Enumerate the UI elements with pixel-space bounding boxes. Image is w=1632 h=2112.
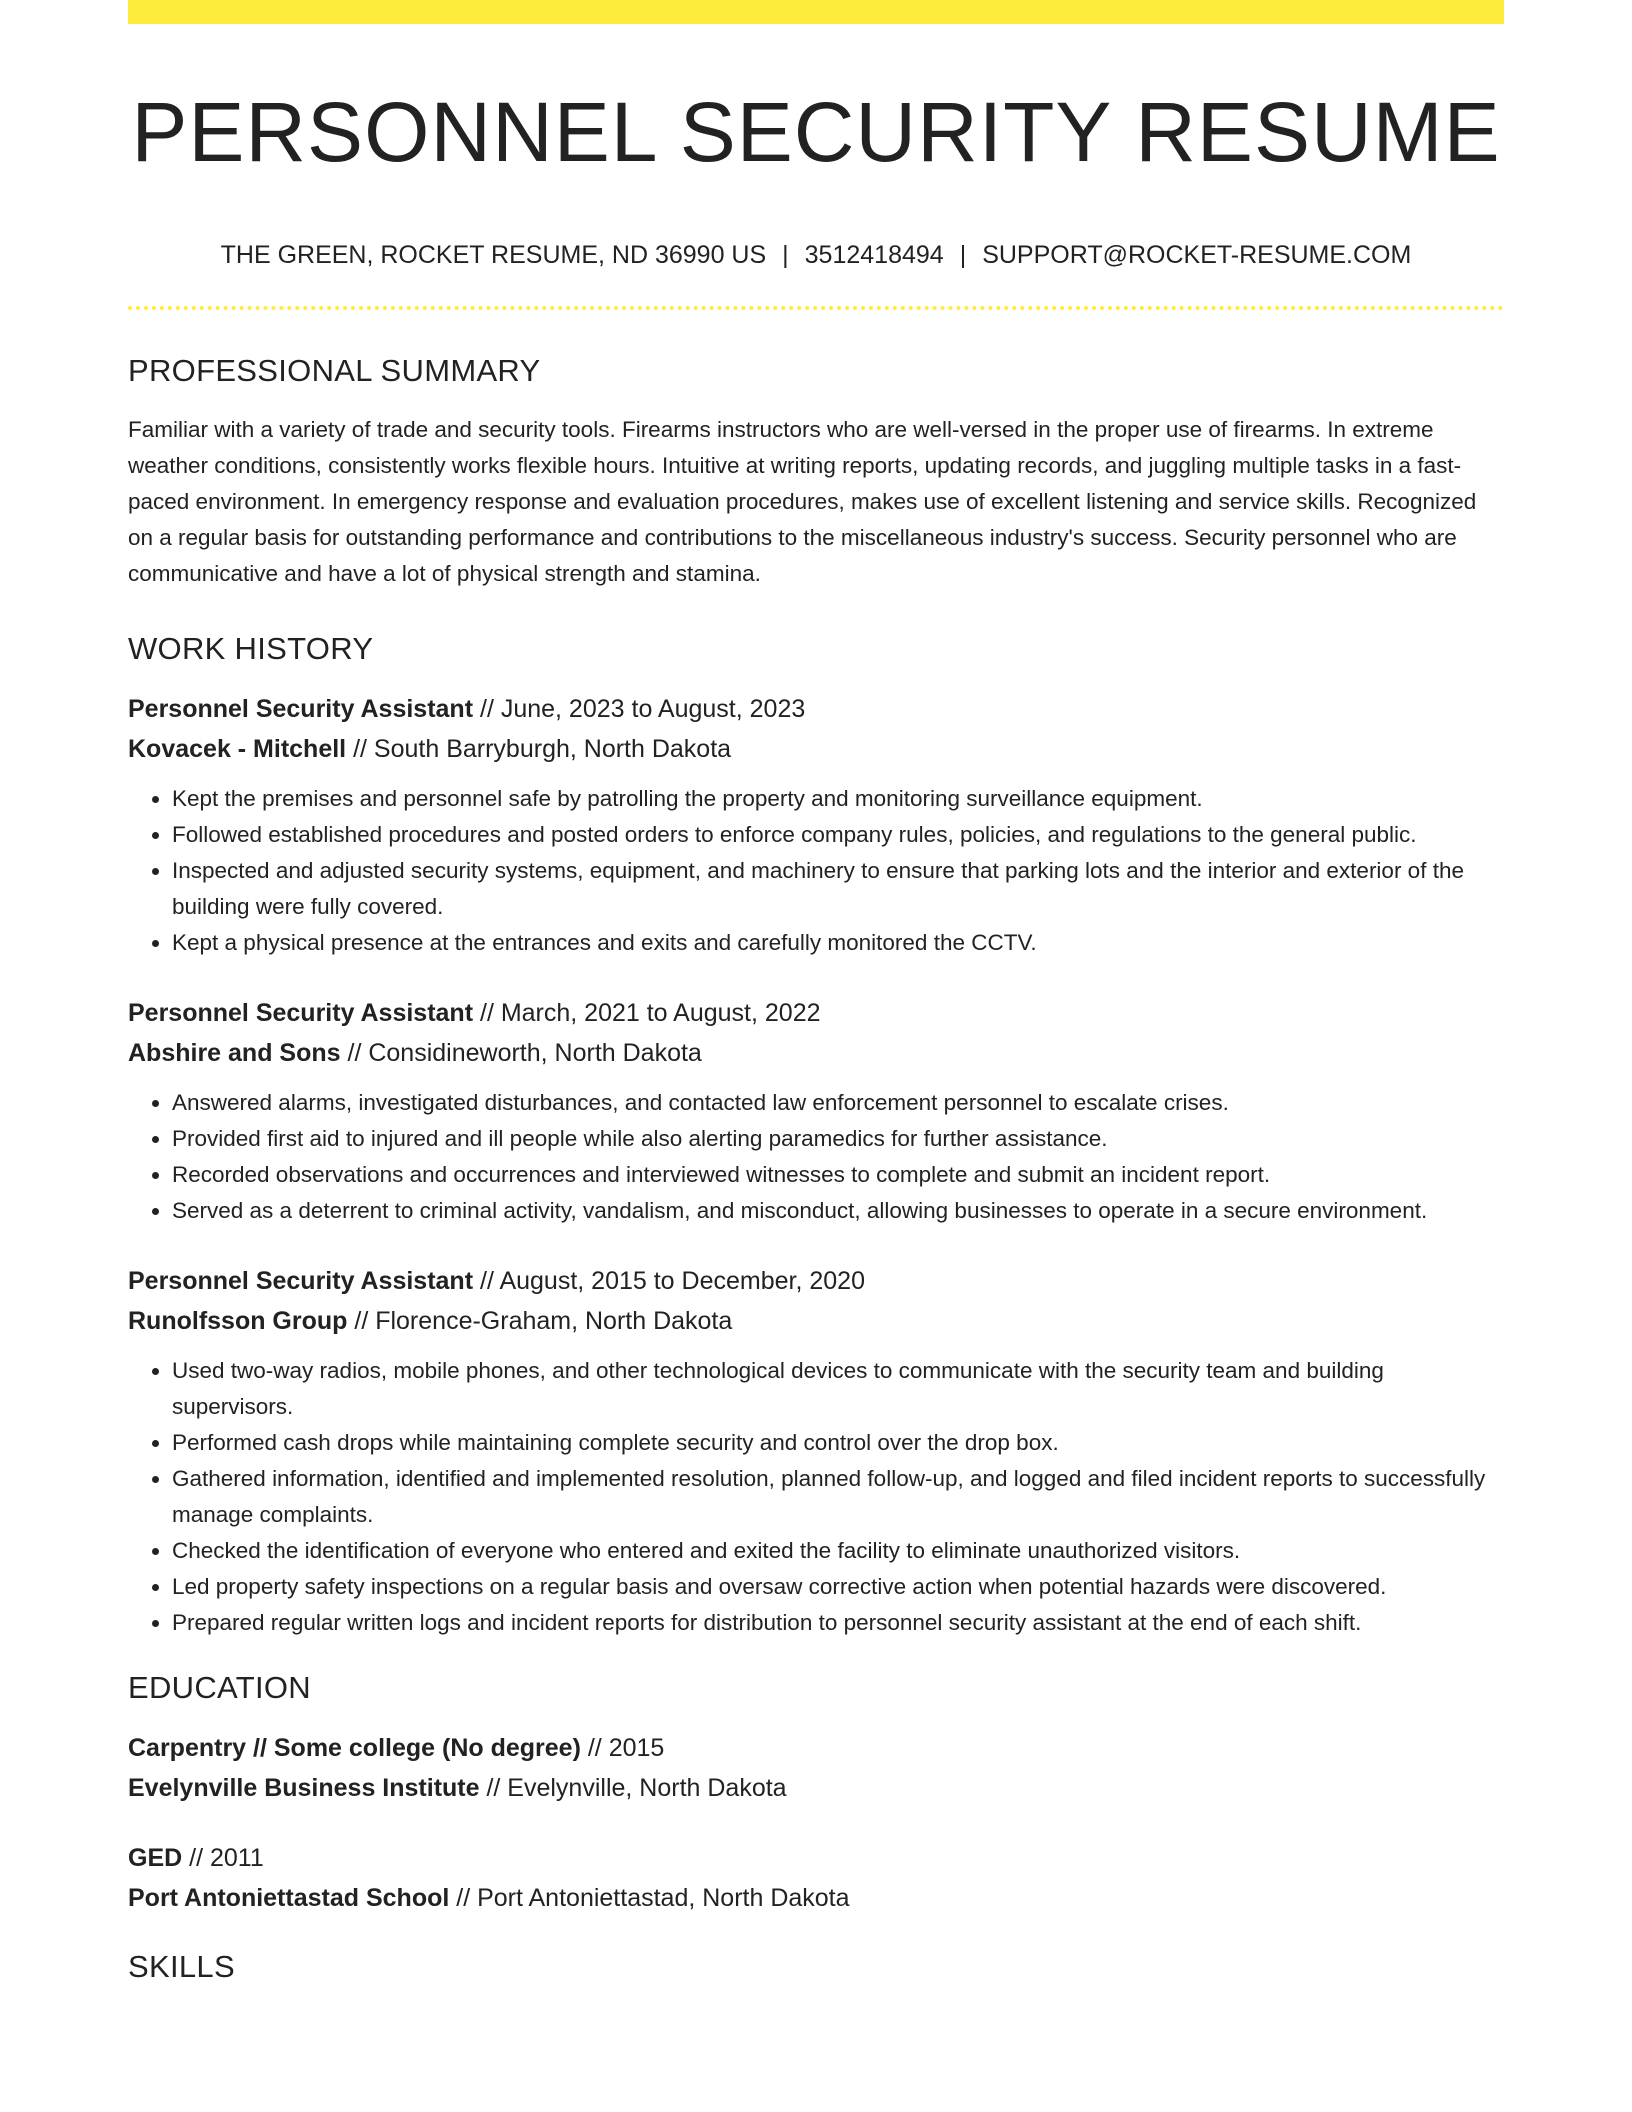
contact-address: THE GREEN, ROCKET RESUME, ND 36990 US (220, 241, 767, 270)
contact-phone: 3512418494 (804, 241, 944, 270)
section-title-summary: PROFESSIONAL SUMMARY (128, 353, 541, 389)
top-accent-bar (128, 0, 1504, 24)
contact-separator: | (782, 241, 789, 270)
dotted-divider (128, 306, 1504, 310)
job-entry (128, 993, 1504, 1229)
job-bullet: • Recorded observations and occurrences and interviewed witnesses to complete and submit an incident report. (172, 1157, 1504, 1193)
resume-title: PERSONNEL SECURITY RESUME (131, 85, 1501, 179)
job-entry (128, 689, 1504, 961)
job-bullet: • Provided first aid to injured and ill people while also alerting paramedics for further assistance. (172, 1121, 1504, 1157)
contact-email: SUPPORT@ROCKET-RESUME.COM (982, 241, 1412, 270)
summary-text: Familiar with a variety of trade and security tools. Firearms instructors who are well-versed in the proper use of firearms. In extreme weather conditions, consistently works flexible hours. Intuitive at writing reports, updating records, and juggling multiple tasks in a fast-paced environment. In emergency response and evaluation procedures, makes use of excellent listening and service skills. Recognized on a regular basis for outstanding performance and contributions to the miscellaneous industry's success. Security personnel who are communicative and have a lot of physical strength and stamina. (128, 416, 1477, 586)
job-location: // Considineworth, North Dakota (340, 1038, 702, 1067)
job-location: // South Barryburgh, North Dakota (346, 734, 732, 763)
resume-page (128, 0, 1504, 1985)
education-school-line (128, 1878, 1504, 1918)
job-dates: // June, 2023 to August, 2023 (473, 694, 806, 723)
job-bullets (128, 1353, 1504, 1641)
job-bullet: • Prepared regular written logs and incident reports for distribution to personnel security assistant at the end of each shift. (172, 1605, 1504, 1641)
education-degree: Carpentry // Some college (No degree) (128, 1733, 581, 1762)
education-location: // Evelynville, North Dakota (479, 1773, 787, 1802)
job-company-line (128, 1033, 1504, 1073)
section-title-work-history: WORK HISTORY (128, 630, 374, 666)
job-dates: // August, 2015 to December, 2020 (473, 1266, 865, 1295)
education-degree-line (128, 1838, 1504, 1878)
job-bullet: • Gathered information, identified and implemented resolution, planned follow-up, and logged and filed incident reports to successfully manage complaints. (172, 1461, 1504, 1533)
section-title-education: EDUCATION (128, 1669, 311, 1705)
education-entry (128, 1728, 1504, 1808)
job-company-line (128, 1301, 1504, 1341)
education-school: Port Antoniettastad School (128, 1883, 450, 1912)
job-company: Kovacek - Mitchell (128, 734, 347, 763)
job-bullet: • Kept a physical presence at the entrances and exits and carefully monitored the CCTV. (172, 925, 1504, 961)
section-title-skills: SKILLS (128, 1948, 235, 1984)
job-bullet: • Used two-way radios, mobile phones, and other technological devices to communicate with the security team and building supervisors. (172, 1353, 1504, 1425)
job-title-line (128, 1261, 1504, 1301)
job-bullet: • Checked the identification of everyone who entered and exited the facility to eliminate unauthorized visitors. (172, 1533, 1504, 1569)
contact-line (128, 240, 1504, 270)
education-school: Evelynville Business Institute (128, 1773, 480, 1802)
job-bullets (128, 1085, 1504, 1229)
contact-separator: | (959, 241, 967, 270)
job-position: Personnel Security Assistant (128, 1266, 474, 1295)
job-bullet: • Answered alarms, investigated disturbances, and contacted law enforcement personnel to escalate crises. (172, 1085, 1504, 1121)
job-company: Runolfsson Group (128, 1306, 348, 1335)
job-bullet: • Led property safety inspections on a regular basis and oversaw corrective action when potential hazards were discovered. (172, 1569, 1504, 1605)
job-entry (128, 1261, 1504, 1641)
job-bullets (128, 781, 1504, 961)
education-entry (128, 1838, 1504, 1918)
job-location: // Florence-Graham, North Dakota (347, 1306, 733, 1335)
job-bullet: • Followed established procedures and posted orders to enforce company rules, policies, and regulations to the general public. (172, 817, 1504, 853)
job-bullet: • Inspected and adjusted security systems, equipment, and machinery to ensure that parking lots and the interior and exterior of the building were fully covered. (172, 853, 1504, 925)
job-bullet: • Served as a deterrent to criminal activity, vandalism, and misconduct, allowing businesses to operate in a secure environment. (172, 1193, 1504, 1229)
job-company: Abshire and Sons (128, 1038, 341, 1067)
education-location: // Port Antoniettastad, North Dakota (449, 1883, 850, 1912)
job-position: Personnel Security Assistant (128, 694, 474, 723)
job-bullet: • Performed cash drops while maintaining complete security and control over the drop box. (172, 1425, 1504, 1461)
education-degree-line (128, 1728, 1504, 1768)
job-dates: // March, 2021 to August, 2022 (473, 998, 821, 1027)
education-degree: GED (128, 1843, 183, 1872)
education-school-line (128, 1768, 1504, 1808)
job-title-line (128, 689, 1504, 729)
education-year: // 2011 (182, 1843, 264, 1872)
job-title-line (128, 993, 1504, 1033)
job-company-line (128, 729, 1504, 769)
education-year: // 2015 (580, 1733, 665, 1762)
job-bullet: • Kept the premises and personnel safe by patrolling the property and monitoring surveillance equipment. (172, 781, 1504, 817)
job-position: Personnel Security Assistant (128, 998, 474, 1027)
